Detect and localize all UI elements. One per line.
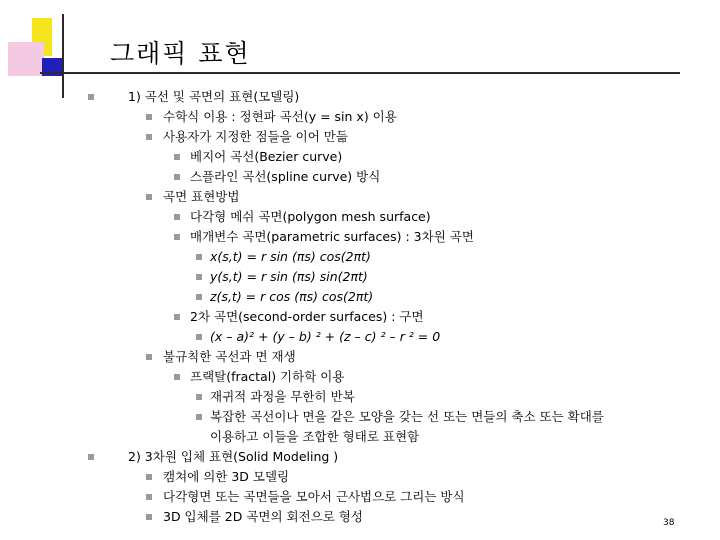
list-item (0, 107, 720, 127)
square-bullet-icon (196, 254, 202, 260)
list-item (0, 487, 720, 507)
list-item-text: 프랙탈(fractal) 기하학 이용 (190, 369, 345, 384)
list-item-text: y(s,t) = r sin (πs) sin(2πt) (210, 269, 368, 284)
list-item (0, 407, 720, 427)
list-item-text: z(s,t) = r cos (πs) cos(2πt) (210, 289, 374, 304)
list-item-text: 재귀적 과정을 무한히 반복 (210, 389, 355, 404)
list-item-text: x(s,t) = r sin (πs) cos(2πt) (210, 249, 371, 264)
list-item-text: 곡면 표현방법 (163, 189, 240, 204)
list-item-text: 캠쳐에 의한 3D 모델링 (163, 469, 290, 484)
list-item-text: 다각형 메쉬 곡면(polygon mesh surface) (190, 209, 431, 224)
list-item-text: 1) 곡선 및 곡면의 표현(모델링) (128, 89, 300, 104)
square-bullet-icon (88, 94, 94, 100)
square-bullet-icon (174, 174, 180, 180)
square-bullet-icon (146, 114, 152, 120)
list-item (0, 347, 720, 367)
square-bullet-icon (196, 294, 202, 300)
list-item-text: 이용하고 이들을 조합한 형태로 표현함 (210, 429, 420, 444)
list-item-text: 불규칙한 곡선과 면 재생 (163, 349, 296, 364)
list-item (0, 327, 720, 347)
square-bullet-icon (146, 474, 152, 480)
list-item-text: 다각형면 또는 곡면들을 모아서 근사법으로 그리는 방식 (163, 489, 465, 504)
list-item (0, 127, 720, 147)
list-item (0, 147, 720, 167)
list-item (0, 207, 720, 227)
page-number: 38 (663, 518, 675, 528)
list-item-text: 매개변수 곡면(parametric surfaces) : 3차원 곡면 (190, 229, 474, 244)
square-bullet-icon (174, 374, 180, 380)
list-item (0, 467, 720, 487)
list-item-text: 베지어 곡선(Bezier curve) (190, 149, 343, 164)
list-item (0, 447, 720, 467)
list-item-text: 복잡한 곡선이나 면을 같은 모양을 갖는 선 또는 면들의 축소 또는 확대를 (210, 409, 604, 424)
list-item (0, 267, 720, 287)
square-bullet-icon (196, 274, 202, 280)
list-item-text: 2) 3차원 입체 표현(Solid Modeling ) (128, 449, 339, 464)
square-bullet-icon (174, 214, 180, 220)
list-item (0, 187, 720, 207)
list-item (0, 247, 720, 267)
list-item (0, 387, 720, 407)
square-bullet-icon (196, 334, 202, 340)
square-bullet-icon (146, 194, 152, 200)
list-item (0, 167, 720, 187)
square-bullet-icon (146, 354, 152, 360)
slide-title: 그래픽 표현 (110, 39, 251, 68)
list-item (0, 427, 720, 447)
list-item (0, 307, 720, 327)
list-item-text: 3D 입체를 2D 곡면의 회전으로 형성 (163, 509, 363, 524)
list-item-text: 스플라인 곡선(spline curve) 방식 (190, 169, 381, 184)
list-item (0, 227, 720, 247)
list-item (0, 287, 720, 307)
list-item-text: 수학식 이용 : 정현파 곡선(y = sin x) 이용 (163, 109, 397, 124)
square-bullet-icon (196, 394, 202, 400)
square-bullet-icon (88, 454, 94, 460)
list-item (0, 87, 720, 107)
square-bullet-icon (146, 494, 152, 500)
list-item-text: (x – a)² + (y – b) ² + (z – c) ² – r ² = 0 (210, 329, 441, 344)
square-bullet-icon (174, 234, 180, 240)
list-item-text: 2차 곡면(second-order surfaces) : 구면 (190, 309, 424, 324)
list-item (0, 367, 720, 387)
square-bullet-icon (174, 314, 180, 320)
square-bullet-icon (174, 154, 180, 160)
square-bullet-icon (146, 134, 152, 140)
square-bullet-icon (196, 414, 202, 420)
list-item-text: 사용자가 지정한 점들을 이어 만듦 (163, 129, 348, 144)
list-item (0, 507, 720, 527)
square-bullet-icon (146, 514, 152, 520)
